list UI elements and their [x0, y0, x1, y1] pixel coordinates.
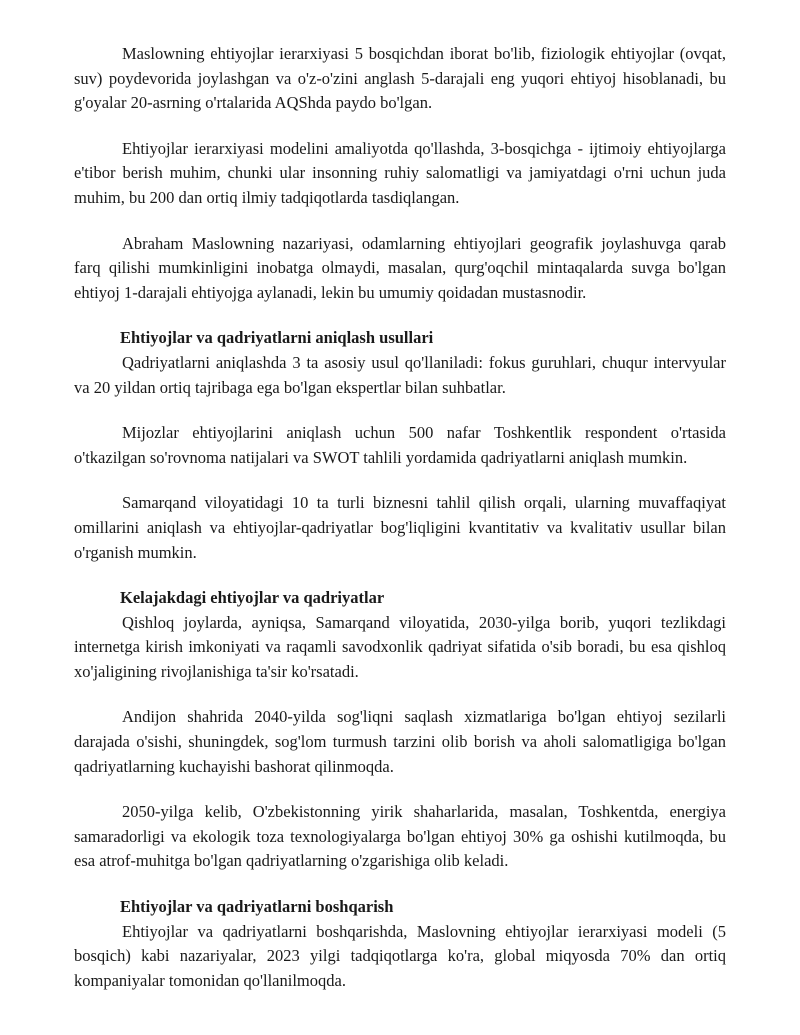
paragraph-samarkand-businesses: Samarqand viloyatidagi 10 ta turli biznesni tahlil qilish orqali, ularning muvaffaqiyat omillarini aniqlash va ehtiyojlar-qadriyatlar bog'liqligini kvantitativ va kvalitativ usullar bilan o'rganish mumkin. — [74, 493, 726, 562]
paragraph-maslow-hierarchy: Maslowning ehtiyojlar ierarxiyasi 5 bosqichdan iborat bo'lib, fiziologik ehtiyojlar (ovqat, suv) poydevorida joylashgan va o'z-o'zini anglash 5-darajali eng yuqori ehtiyoj hisoblanadi, bu g'oyalar 20-asrning o'rtalarida AQShda paydo bo'lgan. — [74, 44, 726, 113]
paragraph-maslow-theory-geography: Abraham Maslowning nazariyasi, odamlarning ehtiyojlari geografik joylashuvga qarab farq qilishi mumkinligini inobatga olmaydi, masalan, qurg'oqchil mintaqalarda suvga bo'lgan ehtiyoj 1-darajali ehtiyojga aylanadi, lekin bu umumiy qoidadan mustasnodir. — [74, 233, 726, 302]
paragraph-management-theories: Ehtiyojlar va qadriyatlarni boshqarishda, Maslovning ehtiyojlar ierarxiyasi modeli (5 bosqich) kabi nazariyalar, 2023 yilgi tadqiqotlarga ko'ra, global miqyosda 70% dan ortiq kompaniyalar tomonidan qo'llanilmoqda. — [74, 921, 726, 990]
paragraph-value-identification: Qadriyatlarni aniqlashda 3 ta asosiy usul qo'llaniladi: fokus guruhlari, chuqur intervyular va 20 yildan ortiq tajribaga ega bo'lgan ekspertlar bilan suhbatlar. — [74, 352, 726, 397]
heading-identification-methods: Ehtiyojlar va qadriyatlarni aniqlash usullari — [120, 328, 434, 348]
paragraph-rural-internet: Qishloq joylarda, ayniqsa, Samarqand viloyatida, 2030-yilga borib, yuqori tezlikdagi internetga kirish imkoniyati va raqamli savodxonlik qadriyat sifatida o'sib boradi, bu esa qishloq xo'jaligining rivojlanishiga ta'sir ko'rsatadi. — [74, 612, 726, 681]
paragraph-client-needs-survey: Mijozlar ehtiyojlarini aniqlash uchun 500 nafar Toshkentlik respondent o'rtasida o'tkazilgan so'rovnoma natijalari va SWOT tahlili yordamida qadriyatlarni aniqlash mumkin. — [74, 423, 726, 467]
paragraph-hierarchy-model-practice: Ehtiyojlar ierarxiyasi modelini amaliyotda qo'llashda, 3-bosqichga - ijtimoiy ehtiyojlarga e'tibor berish muhim, chunki ular insonning ruhiy salomatligi va jamiyatdagi o'rni uchun juda muhim, bu 200 dan ortiq ilmiy tadqiqotlarda tasdiqlangan. — [74, 138, 726, 207]
paragraph-energy-efficiency-2050: 2050-yilga kelib, O'zbekistonning yirik shaharlarida, masalan, Toshkentda, energiya samaradorligi va ekologik toza texnologiyalarga bo'lgan ehtiyoj 30% ga oshishi kutilmoqda, bu esa atrof-muhitga bo'lgan qadriyatlarning o'zgarishiga olib keladi. — [74, 802, 726, 871]
heading-future-needs: Kelajakdagi ehtiyojlar va qadriyatlar — [120, 588, 385, 608]
heading-needs-management: Ehtiyojlar va qadriyatlarni boshqarish — [120, 897, 394, 917]
paragraph-andijan-healthcare: Andijon shahrida 2040-yilda sog'liqni saqlash xizmatlariga bo'lgan ehtiyoj sezilarli darajada o'sishi, shuningdek, sog'lom turmush tarzini olib borish va aholi salomatligiga bo'lgan qadriyatlarning kuchayishi bashorat qilinmoqda. — [74, 707, 726, 776]
